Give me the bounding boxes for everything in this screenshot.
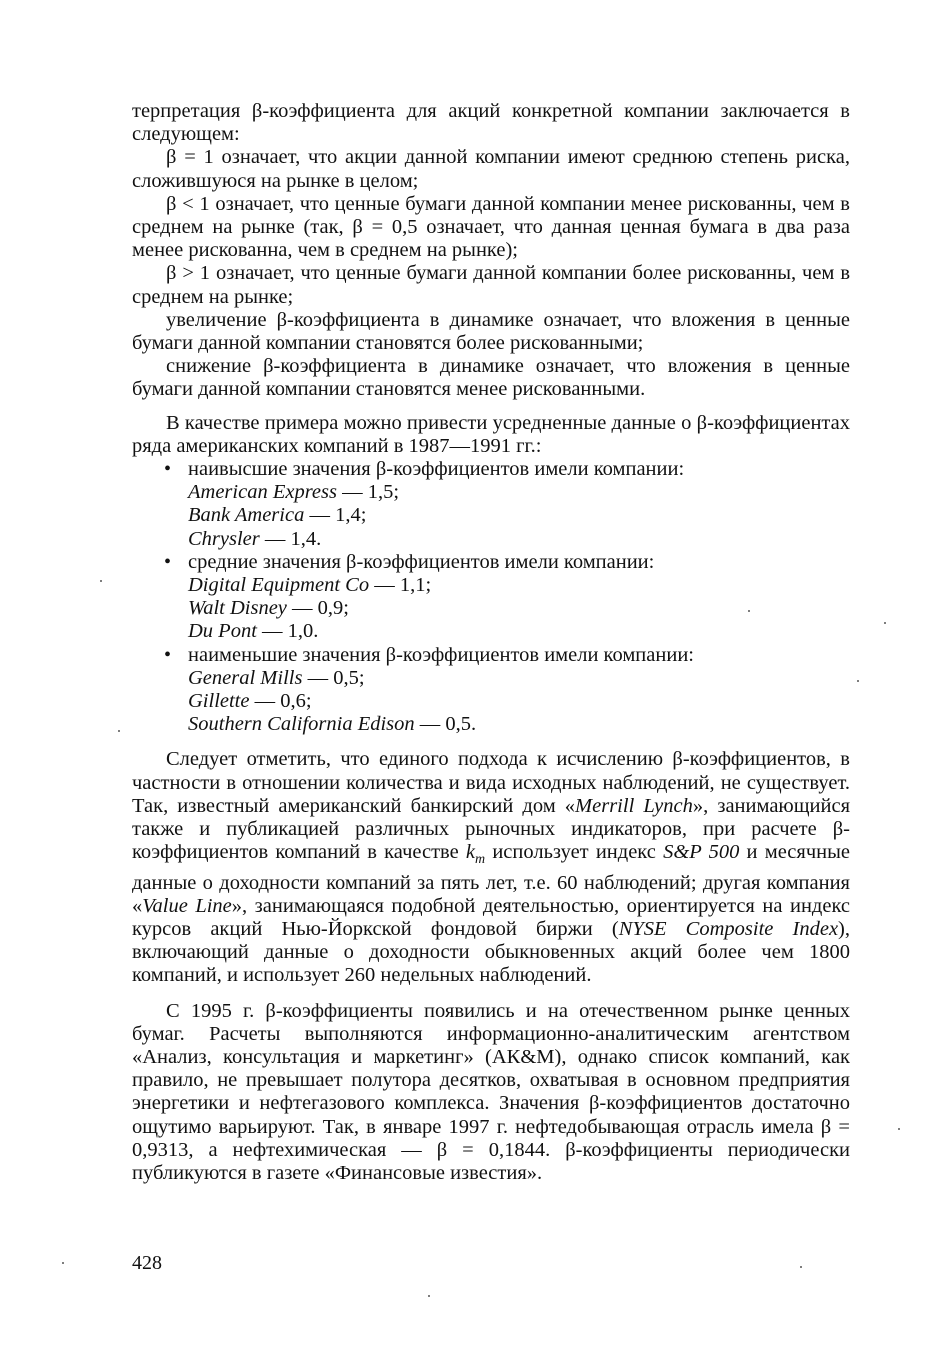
nyse-index-name: NYSE Composite Index [618,918,839,940]
company-entry [188,504,850,527]
company-name: Gillette [188,690,250,713]
merrill-lynch-name: Merrill Lynch [575,794,693,817]
company-entry [188,713,850,736]
text-run: и месячные данные о доходности компаний за пять лет, т.е. 60 наблюдений; другая компания « [132,841,850,917]
beta-item-less: β < 1 означает, что ценные бумаги данной компании менее рискованны, чем в среднем на рынке (так, β = 0,5 означает, что данная ценная бумага в два раза менее рискованна, чем в среднем на рынке); [132,192,850,262]
km-symbol [465,841,486,868]
company-entry [188,481,850,504]
scan-speck [100,580,102,582]
company-name: Digital Equipment Co [188,574,370,597]
company-value: — 0,6; [249,690,312,713]
company-value: — 1,1; [369,574,432,597]
scan-speck [898,1128,900,1130]
beta-item-decrease: снижение β-коэффициента в динамике означает, что вложения в ценные бумаги данной компании становятся менее рискованными. [132,355,850,401]
scan-speck [884,622,886,624]
company-value: — 1,4. [259,527,322,550]
group-heading: наивысшие значения β-коэффициентов имели компании: [188,458,685,481]
group-lowest [132,644,850,737]
text-run: Следует отметить, что единого подхода к исчислению β-коэффициентов, в частности в отношении количества и вида исходных наблюдений, не существует. Так, известный американский банкирский дом « [132,748,850,817]
scan-speck [857,680,859,682]
company-name: Walt Disney [188,597,287,620]
company-value: — 0,5. [414,713,477,736]
scan-speck [748,610,750,612]
sp500-name: S&P 500 [663,841,740,864]
intro-paragraph: терпретация β-коэффициента для акций конкретной компании заключается в следующем: [132,100,850,146]
company-entry [188,690,850,713]
text-run: », занимающийся также и публикацией различных рыночных индикаторов, при расчете β-коэффициентов компаний в качестве [132,794,850,864]
beta-item-greater: β > 1 означает, что ценные бумаги данной компании более рискованны, чем в среднем на рынке; [132,262,850,308]
company-name: Chrysler [188,527,260,550]
group-heading: средние значения β-коэффициентов имели компании: [188,550,655,573]
company-name: Du Pont [188,620,257,643]
methodology-paragraph [132,748,850,987]
company-entry [188,667,850,690]
group-heading: наименьшие значения β-коэффициентов имели компании: [188,643,694,666]
company-name: Bank America [188,504,305,527]
scan-speck [62,1262,64,1264]
company-name: American Express [188,481,337,504]
company-entry [188,574,850,597]
scan-speck [428,1295,430,1297]
text-run: », занимающаяся подобной деятельностью, ориентируется на индекс курсов акций Нью-Йоркской фондовой биржи ( [132,894,851,940]
company-value: — 1,5; [336,481,400,504]
value-line-name: Value Line [142,894,232,917]
km-subscript: m [475,852,486,868]
company-name: General Mills [188,666,303,689]
beta-item-equal: β = 1 означает, что акции данной компании имеют среднюю степень риска, сложившуюся на рынке в целом; [132,146,850,192]
company-value: — 0,5; [302,666,365,689]
company-entry [188,528,850,551]
company-entry [188,620,850,643]
scan-speck [118,730,120,732]
company-entry [188,597,850,620]
company-value: — 1,4; [304,504,367,527]
km-letter: k [465,841,476,864]
text-run: использует индекс [485,841,664,864]
group-average [132,551,850,644]
company-value: — 0,9; [286,597,349,620]
scan-speck [800,1266,802,1268]
page-number: 428 [132,1252,162,1274]
page-body [132,100,850,1185]
beta-item-increase: увеличение β-коэффициента в динамике означает, что вложения в ценные бумаги данной компании становятся более рискованными; [132,308,850,355]
company-value: — 1,0. [256,620,319,643]
text-run: ), включающий данные о доходности обыкновенных акций более чем 1800 компаний, и использует 260 недельных наблюдений. [132,918,850,987]
example-intro-paragraph: В качестве примера можно привести усредненные данные о β-коэффициентах ряда американских компаний в 1987—1991 гг.: [132,411,850,457]
group-highest [132,458,850,551]
beta-groups-list [132,458,850,736]
russia-paragraph: С 1995 г. β-коэффициенты появились и на отечественном рынке ценных бумаг. Расчеты выполняются информационно-аналитическим агентством «Анализ, консультация и маркетинг» (АК&М), однако список компаний, как правило, не превышает полутора десятков, охватывая в основном предприятия энергетики и нефтегазового комплекса. Значения β-коэффициентов достаточно ощутимо варьируют. Так, в январе 1997 г. нефтедобывающая отрасль имела β = 0,9313, а нефтехимическая — β = 0,1844. β-коэффициенты периодически публикуются в газете «Финансовые известия». [132,999,850,1185]
company-name: Southern California Edison [188,713,415,736]
